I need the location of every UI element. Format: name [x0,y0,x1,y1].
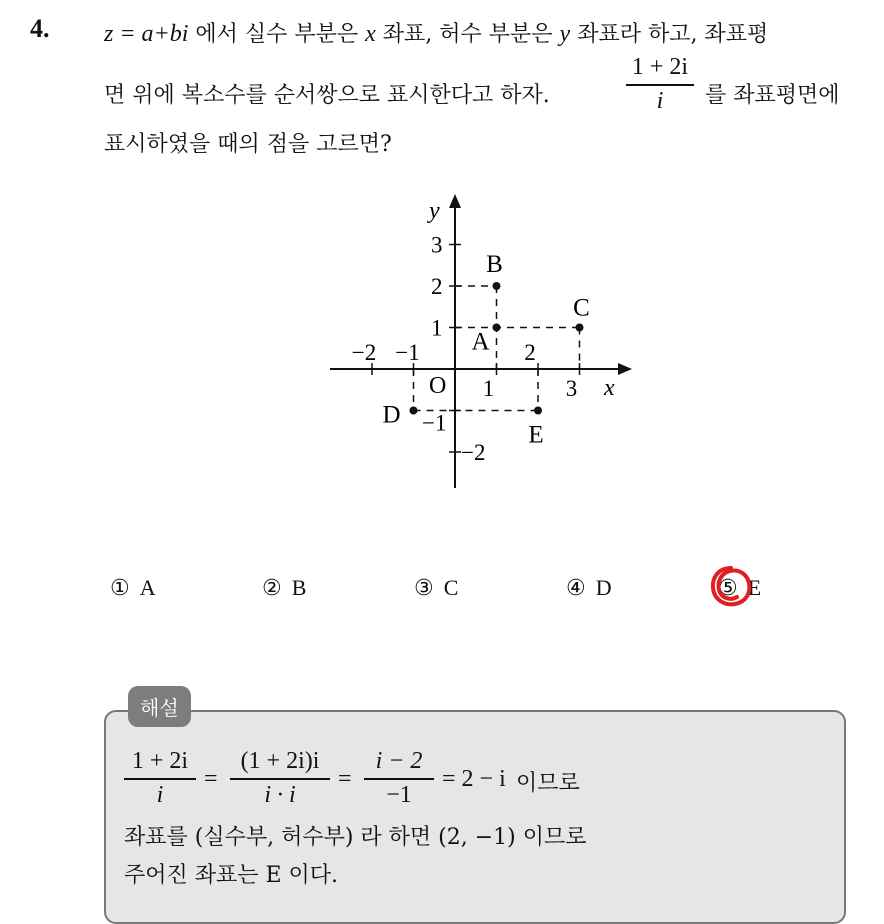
y-tick-label: −2 [461,440,486,465]
fraction-numerator: (1 + 2i)i [240,748,320,774]
point-c [576,324,584,332]
fraction-bar [124,778,196,780]
point-label-c: C [573,294,590,322]
solution-line-2: 좌표를 (실수부, 허수부) 라 하면 (2, −1) 이므로 [124,825,587,850]
point-a [493,324,501,332]
complex-plane-graph [320,186,640,496]
choice-label: D [595,575,612,600]
fraction-denominator: i · i [264,781,296,808]
answer-mark-icon [706,562,756,612]
question-fraction [626,54,694,115]
text-segment: 좌표라 하고, 좌표평 [570,22,769,47]
text-segment: 에서 실수 부분은 [188,22,366,47]
x-tick-label: −1 [395,340,420,365]
x-axis-label: x [604,375,615,401]
solution-fraction-1 [124,748,196,809]
y-axis-label: y [429,198,440,224]
solution-tag: 해설 [128,686,191,727]
equals-sign: = [204,766,218,792]
choice-label: A [139,575,156,600]
point-label-b: B [486,251,503,278]
origin-label: O [429,373,447,399]
point-d [410,407,418,415]
fraction-numerator: 1 + 2i [131,748,189,774]
y-tick-label: 2 [431,274,443,299]
y-tick-label: 3 [431,232,443,258]
y-tick-label: 1 [431,315,443,341]
question-number: 4. [30,14,50,43]
fraction-bar [626,84,694,86]
choice-4[interactable] [566,575,612,601]
question-line-2-tail: 를 좌표평면에 [705,83,840,108]
x-tick-label: 3 [565,376,578,401]
choice-1[interactable] [110,575,156,601]
choice-2[interactable] [262,575,306,601]
choice-3[interactable] [414,575,458,601]
x-axis-arrow [618,363,632,375]
fraction-denominator: i [156,781,164,808]
fraction-numerator: i − 2 [375,748,423,774]
solution-equation [124,748,684,818]
equation-result: = 2 − i [442,766,506,792]
point-label-d: D [382,401,401,429]
x-tick-label: 1 [482,376,495,401]
answer-mark-stroke [713,568,750,604]
y-tick-label: −1 [422,410,447,436]
question-line-2: 면 위에 복소수를 순서쌍으로 표시한다고 하자. [104,83,550,108]
y-axis-arrow [449,194,461,208]
choice-number: ① [110,576,130,601]
math-y: y [559,21,571,47]
x-tick-label: 2 [524,340,536,365]
choice-number: ② [262,576,282,601]
point-e [534,407,542,415]
x-tick-label: −2 [351,340,377,365]
question-line-1 [104,17,768,48]
choice-number: ③ [414,576,434,601]
choice-label: B [291,575,307,600]
point-b [493,282,501,290]
fraction-numerator: 1 + 2i [631,54,689,80]
equals-sign: = [338,766,352,792]
question-line-3: 표시하였을 때의 점을 고르면? [104,132,392,157]
math-z-expression: z = a+bi [104,21,189,47]
fraction-bar [364,778,434,780]
equation-text: 이므로 [516,771,580,796]
point-label-e: E [528,421,544,449]
point-label-a: A [471,328,490,356]
fraction-denominator: i [656,87,664,114]
choice-label: C [443,575,459,600]
solution-fraction-3 [364,748,434,809]
choice-number: ④ [566,576,586,601]
solution-line-3: 주어진 좌표는 E 이다. [124,863,339,888]
text-segment: 좌표, 허수 부분은 [375,22,560,47]
fraction-denominator: −1 [386,781,412,808]
choice-number: ⑤ [718,576,738,601]
fraction-bar [230,778,330,780]
math-x: x [365,21,376,47]
solution-fraction-2 [230,748,330,809]
choice-label: E [747,575,762,600]
